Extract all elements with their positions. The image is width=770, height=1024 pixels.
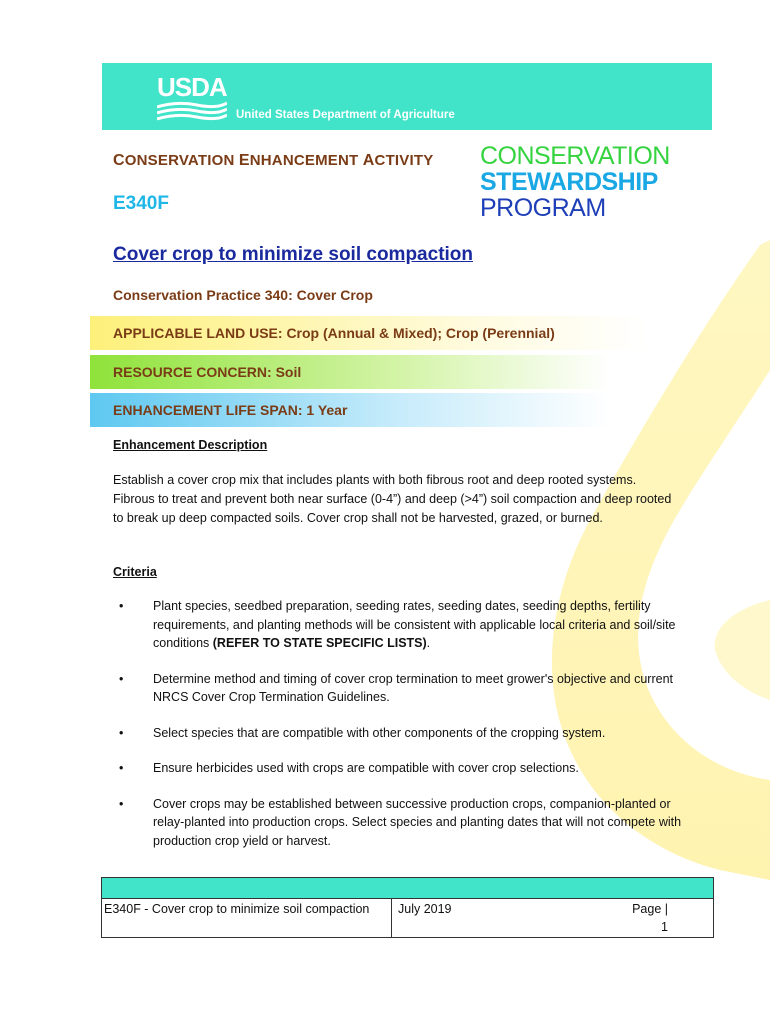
agency-name: United States Department of Agriculture	[236, 109, 455, 121]
enhancement-code: E340F	[113, 193, 169, 214]
footer-page-number: Page | 1	[632, 902, 668, 934]
description-heading: Enhancement Description	[113, 438, 268, 452]
life-span-label: ENHANCEMENT LIFE SPAN: 1 Year	[113, 402, 348, 418]
bullet-icon: •	[119, 599, 124, 613]
footer-date: July 2019	[398, 902, 452, 916]
footer-row	[101, 898, 714, 938]
life-span-band	[90, 393, 610, 427]
list-item: • Plant species, seedbed preparation, seeding rates, seeding dates, seeding depths, fertility requirements, and planting methods will be consistent with applicable local criteria and soil/site conditions (REFER TO STATE SPECIFIC LISTS).	[119, 599, 676, 650]
description-text: Establish a cover crop mix that includes plants with both fibrous root and deep rooted systems. Fibrous to treat and prevent both near surface (0-4”) and deep (>4”) soil compaction and deep rooted to break up deep compacted soils. Cover crop shall not be harvested, grazed, or burned.	[113, 473, 672, 525]
list-item: • Determine method and timing of cover crop termination to meet grower's objective and current NRCS Cover Crop Termination Guidelines.	[119, 671, 673, 704]
bullet-icon: •	[119, 796, 124, 811]
usda-landscape-icon	[157, 101, 227, 123]
footer-document-name: E340F - Cover crop to minimize soil compaction	[102, 899, 392, 937]
bullet-icon: •	[119, 725, 124, 740]
criteria-heading: Criteria	[113, 565, 157, 579]
program-line-2: STEWARDSHIP	[480, 168, 658, 196]
program-logo	[480, 143, 670, 221]
resource-concern-label: RESOURCE CONCERN: Soil	[113, 364, 302, 380]
criteria-list	[113, 597, 688, 850]
page-footer	[101, 877, 714, 938]
land-use-label: APPLICABLE LAND USE: Crop (Annual & Mixed); Crop (Perennial)	[113, 325, 555, 341]
list-item: • Ensure herbicides used with crops are compatible with cover crop selections.	[113, 759, 688, 778]
list-item: • Cover crops may be established between successive production crops, companion-planted or relay-planted into production crops. Select species and planting dates that will not compete with production crop yield or harvest.	[119, 796, 682, 848]
usda-logo	[157, 72, 227, 121]
list-item: • Select species that are compatible with other components of the cropping system.	[113, 724, 688, 743]
usda-logo-letters: USDA	[157, 72, 227, 102]
program-line-1: CONSERVATION	[480, 142, 670, 170]
agency-header	[102, 63, 712, 130]
resource-concern-band	[90, 355, 610, 389]
program-line-3: PROGRAM	[480, 194, 606, 222]
practice-subtitle: Conservation Practice 340: Cover Crop	[113, 287, 373, 303]
bullet-icon: •	[119, 671, 124, 686]
footer-color-bar	[101, 877, 714, 898]
document-title: Cover crop to minimize soil compaction	[113, 244, 474, 265]
land-use-band	[90, 316, 646, 350]
bullet-icon: •	[119, 761, 124, 775]
activity-heading: CONSERVATION ENHANCEMENT ACTIVITY	[113, 152, 434, 169]
